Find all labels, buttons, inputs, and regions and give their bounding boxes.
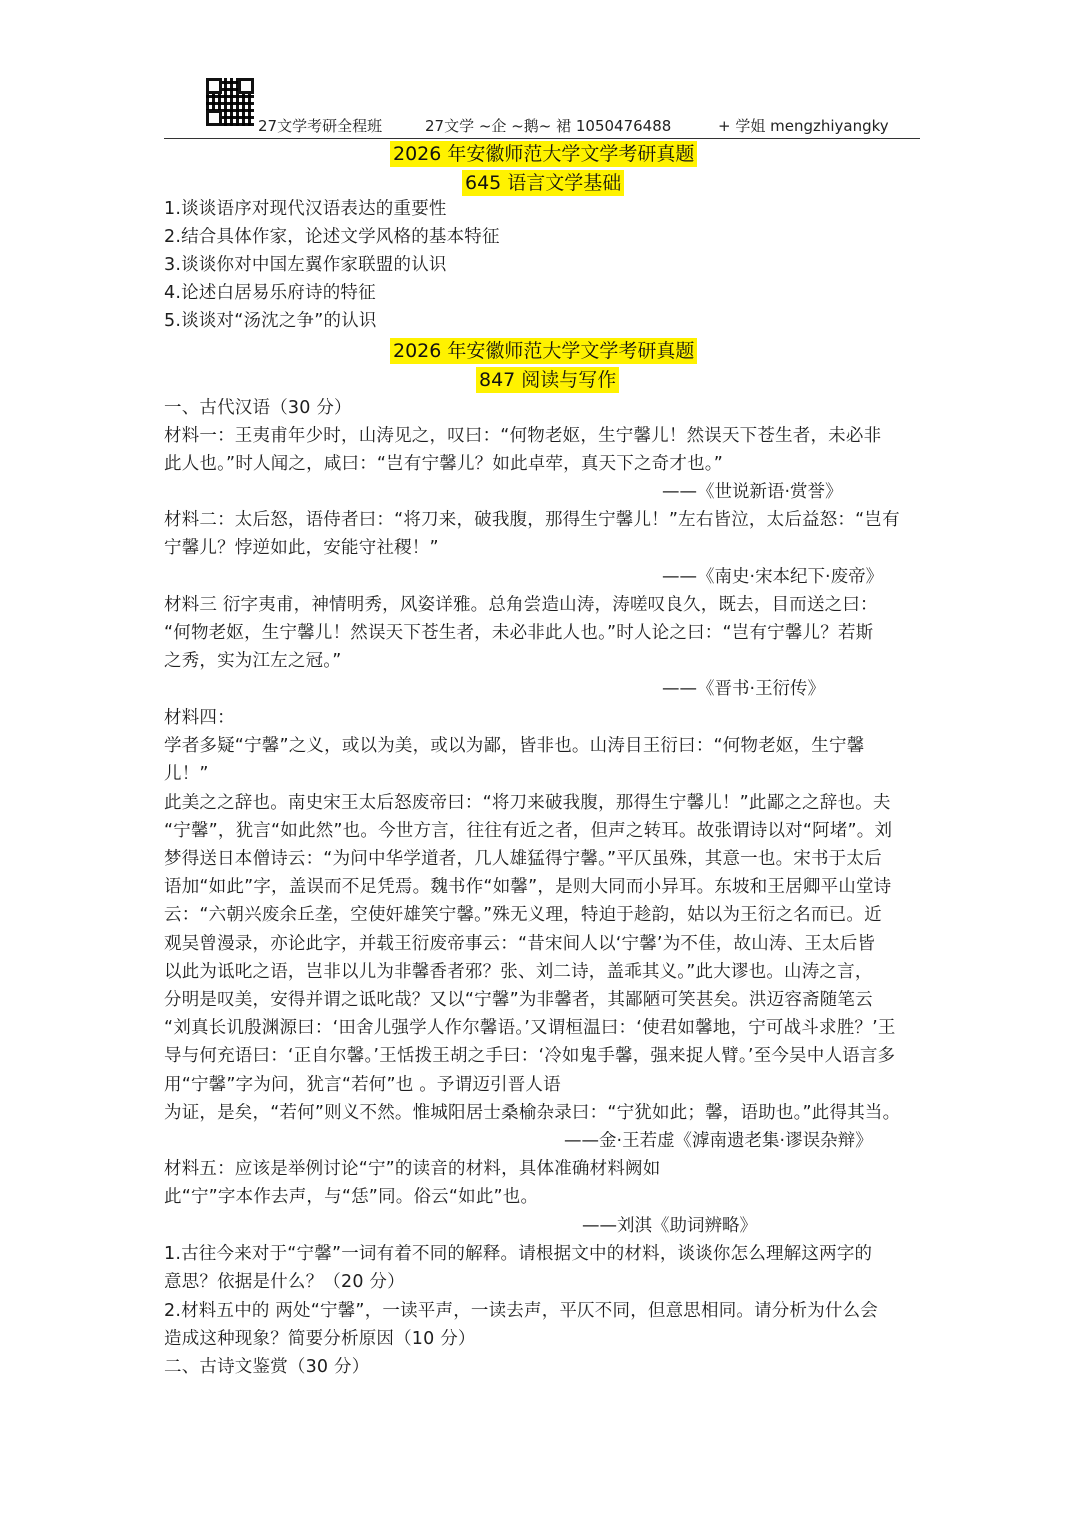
title-847: 2026 年安徽师范大学文学考研真题: [390, 338, 697, 364]
material-4-line: 材料四：: [164, 708, 235, 728]
subtitle-847: 847 阅读与写作: [476, 367, 619, 393]
material-4-line: 梦得送日本僧诗云：“为问中华学道者，几人雄猛得宁馨。”平仄虽殊，其意一也。宋书于太后: [164, 849, 882, 869]
material-4-line: 以此为诋叱之语，岂非以儿为非馨香者邪？张、刘二诗，盖乖其义。”此大谬也。山涛之言，: [164, 962, 873, 982]
material-3-source: ——《晋书·王衍传》: [662, 679, 826, 699]
material-4-line: 语加“如此”字，盖误而不足凭焉。魏书作“如馨”，是则大同而小异耳。东坡和王居卿平山堂诗: [164, 877, 892, 897]
material-5-line: 材料五：应该是举例讨论“宁”的读音的材料，具体准确材料阙如: [164, 1159, 661, 1179]
material-3-line: “何物老妪，生宁馨儿！然误天下苍生者，未必非此人也。”时人论之曰：“岂有宁馨儿？若斯: [164, 623, 874, 643]
material-4-source: ——金·王若虚《滹南遗老集·谬误杂辩》: [564, 1131, 873, 1151]
material-2-line: 宁馨儿？悖逆如此，安能守社稷！”: [164, 538, 439, 558]
section-heading: 一、古代汉语（30 分）: [164, 398, 352, 418]
header-group: 27文学 ~企 ~鹅~ 裙 1050476488: [425, 117, 672, 135]
material-1-line: 材料一：王夷甫年少时，山涛见之，叹曰：“何物老妪，生宁馨儿！然误天下苍生者，未必非: [164, 426, 882, 446]
question-line: 意思？依据是什么？（20 分）: [164, 1272, 405, 1292]
question-line: 1.古往今来对于“宁馨”一词有着不同的解释。请根据文中的材料，谈谈你怎么理解这两字的: [164, 1244, 873, 1264]
material-5-source: ——刘淇《助词辨略》: [582, 1216, 757, 1236]
material-4-line: 学者多疑“宁馨”之义，或以为美，或以为鄙，皆非也。山涛目王衍曰：“何物老妪，生宁馨: [164, 736, 865, 756]
header-divider: [164, 138, 920, 139]
question-line: 造成这种现象？简要分析原因（10 分）: [164, 1329, 476, 1349]
material-4-line: 此美之之辞也。南史宋王太后怒废帝曰：“将刀来破我腹，那得生宁馨儿！”此鄙之之辞也。夫: [164, 793, 891, 813]
material-5-line: 此“宁”字本作去声，与“恁”同。俗云“如此”也。: [164, 1187, 539, 1207]
question-645-5: 5.谈谈对“汤沈之争”的认识: [164, 311, 377, 331]
material-2-line: 材料二：太后怒，语侍者曰：“将刀来，破我腹，那得生宁馨儿！”左右皆泣，太后益怒：“岂有: [164, 510, 900, 530]
title-645: 2026 年安徽师范大学文学考研真题: [390, 141, 697, 167]
material-3-line: 之秀，实为江左之冠。”: [164, 651, 342, 671]
material-3-line: 材料三 衍字夷甫，神情明秀，风姿详雅。总角尝造山涛，涛嗟叹良久，既去，目而送之曰：: [164, 595, 878, 615]
material-4-line: 分明是叹美，安得并谓之诋叱哉？又以“宁馨”为非馨者，其鄙陋可笑甚矣。洪迈容斋随笔云: [164, 990, 873, 1010]
material-1-line: 此人也。”时人闻之，咸曰：“岂有宁馨儿？如此卓荦，真天下之奇才也。”: [164, 454, 723, 474]
qr-code-icon: [206, 78, 254, 126]
material-2-source: ——《南史·宋本纪下·废帝》: [662, 567, 884, 587]
material-4-line: “宁馨”，犹言“如此然”也。今世方言，往往有近之者，但声之转耳。故张谓诗以对“阿堵”。刘: [164, 821, 893, 841]
material-4-line: “刘真长讥殷渊源曰：‘田舍儿强学人作尔馨语。’又谓桓温曰：‘使君如馨地，宁可战斗求胜？’王: [164, 1018, 896, 1038]
material-4-line: 用“宁馨”字为问，犹言“若何”也 。予谓迈引晋人语: [164, 1075, 561, 1095]
material-1-source: ——《世说新语·赏誉》: [662, 482, 843, 502]
subtitle-645: 645 语言文学基础: [462, 170, 624, 196]
question-645-3: 3.谈谈你对中国左翼作家联盟的认识: [164, 255, 447, 275]
question-line: 2.材料五中的 两处“宁馨”，一读平声，一读去声，平仄不同，但意思相同。请分析为什么会: [164, 1301, 878, 1321]
material-4-line: 儿！”: [164, 764, 209, 784]
question-645-4: 4.论述白居易乐府诗的特征: [164, 283, 376, 303]
material-4-line: 观吴曾漫录，亦论此字，并载王衍废帝事云：“昔宋间人以‘宁馨’为不佳，故山涛、王太后皆: [164, 934, 876, 954]
material-4-line: 为证，是矣，“若何”则义不然。惟城阳居士桑榆杂录曰：“宁犹如此；馨，语助也。”此得其当。: [164, 1103, 901, 1123]
header-course: 27文学考研全程班: [258, 117, 383, 135]
material-4-line: 云：“六朝兴废余丘垄，空使奸雄笑宁馨。”殊无义理，特迫于趁韵，姑以为王衍之名而已。近: [164, 905, 882, 925]
question-645-1: 1.谈谈语序对现代汉语表达的重要性: [164, 199, 447, 219]
question-645-2: 2.结合具体作家，论述文学风格的基本特征: [164, 227, 500, 247]
header-contact: + 学姐 mengzhiyangky: [718, 117, 889, 135]
material-4-line: 导与何充语曰：‘正自尔馨。’王恬拨王胡之手曰：‘冷如鬼手馨，强来捉人臂。’至今吴中人语言多: [164, 1046, 896, 1066]
section-heading: 二、古诗文鉴赏（30 分）: [164, 1357, 370, 1377]
